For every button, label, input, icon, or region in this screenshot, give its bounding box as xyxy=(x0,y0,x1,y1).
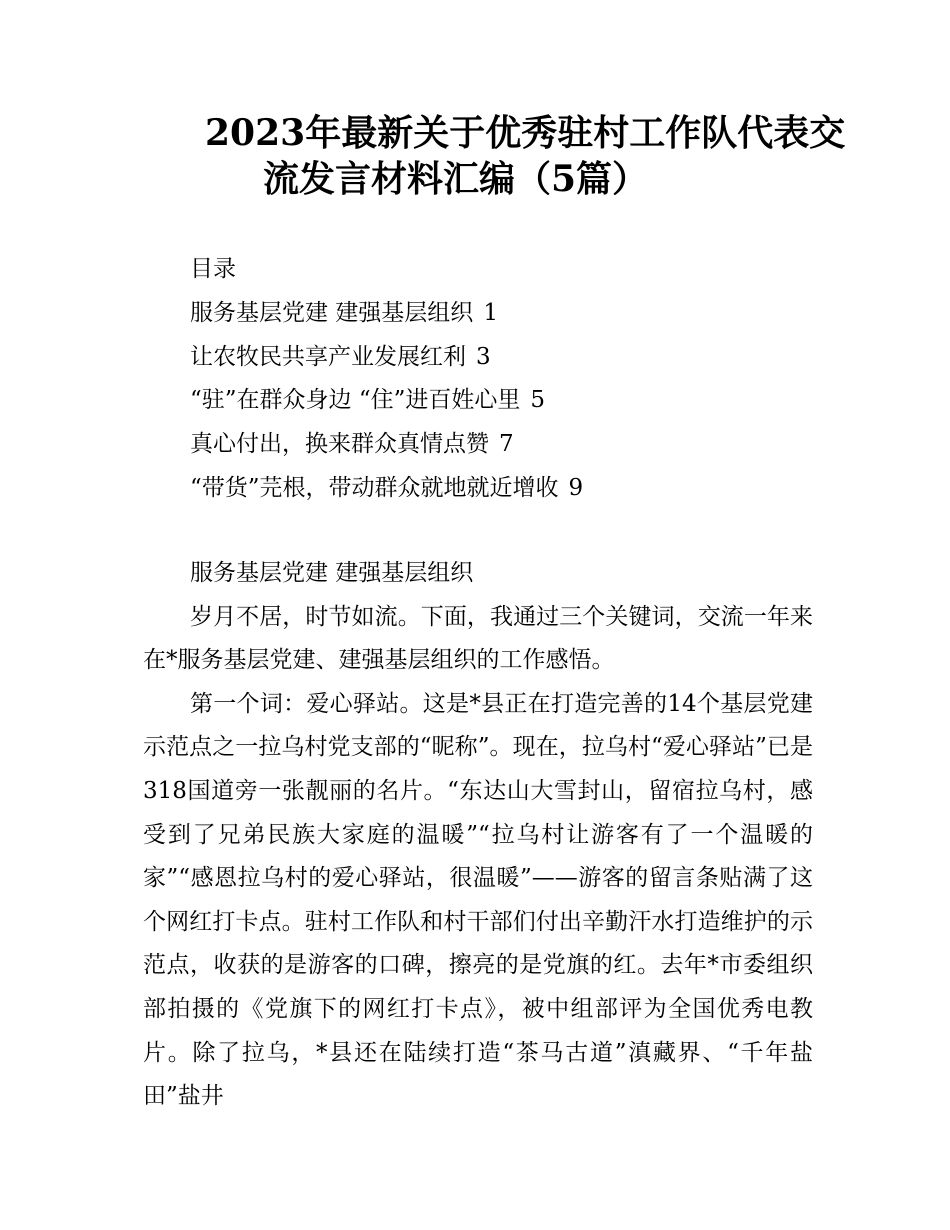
toc-item-label: 服务基层党建 建强基层组织 xyxy=(190,299,474,326)
title-line-1: 2023年最新关于优秀驻村工作队代表交 xyxy=(205,112,846,154)
toc-item-label: “驻”在群众身边 “住”进百姓心里 xyxy=(190,387,521,414)
toc-item[interactable] xyxy=(190,292,830,336)
toc-item-page: 7 xyxy=(499,431,514,458)
body-paragraph: 岁月不居，时节如流。下面，我通过三个关键词，交流一年来在*服务基层党建、建强基层组织的工作感悟。 xyxy=(143,603,813,674)
toc-item-page: 5 xyxy=(530,387,545,414)
toc-item-label: 真心付出，换来群众真情点赞 xyxy=(190,431,489,458)
toc-item-page: 9 xyxy=(568,474,584,501)
toc-item[interactable] xyxy=(190,423,830,467)
toc-item[interactable] xyxy=(190,467,830,511)
toc-item-label: 让农牧民共享产业发展红利 xyxy=(190,343,466,370)
toc-item-label: “带货”芫根，带动群众就地就近增收 xyxy=(190,474,559,501)
section-heading: 服务基层党建 建强基层组织 xyxy=(190,560,474,586)
title-line-2: 流发言材料汇编（5篇） xyxy=(263,158,649,200)
body-paragraph: 第一个词：爱心驿站。这是*县正在打造完善的14个基层党建示范点之一拉乌村党支部的“昵称”。现在，拉乌村“爱心驿站”已是318国道旁一张靓丽的名片。“东达山大雪封山，留宿拉乌村，感受到了兄弟民族大家庭的温暖”“拉乌村让游客有了一个温暖的家”“感恩拉乌村的爱心驿站，很温暖”——游客的留言条贴满了这个网红打卡点。驻村工作队和村干部们付出辛勤汗水打造维护的示范点，收获的是游客的口碑，擦亮的是党旗的红。去年*市委组织部拍摄的《党旗下的网红打卡点》，被中组部评为全国优秀电教片。除了拉乌，*县还在陆续打造“茶马古道”滇藏界、“千年盐田”盐井 xyxy=(143,690,813,1110)
toc-item[interactable] xyxy=(190,379,830,423)
toc-item-page: 3 xyxy=(476,343,491,370)
toc-heading: 目录 xyxy=(190,256,236,282)
toc-item[interactable] xyxy=(190,336,830,380)
toc-item-page: 1 xyxy=(483,299,498,326)
document-body xyxy=(143,552,813,1119)
table-of-contents xyxy=(190,248,830,511)
document-title xyxy=(0,110,950,202)
